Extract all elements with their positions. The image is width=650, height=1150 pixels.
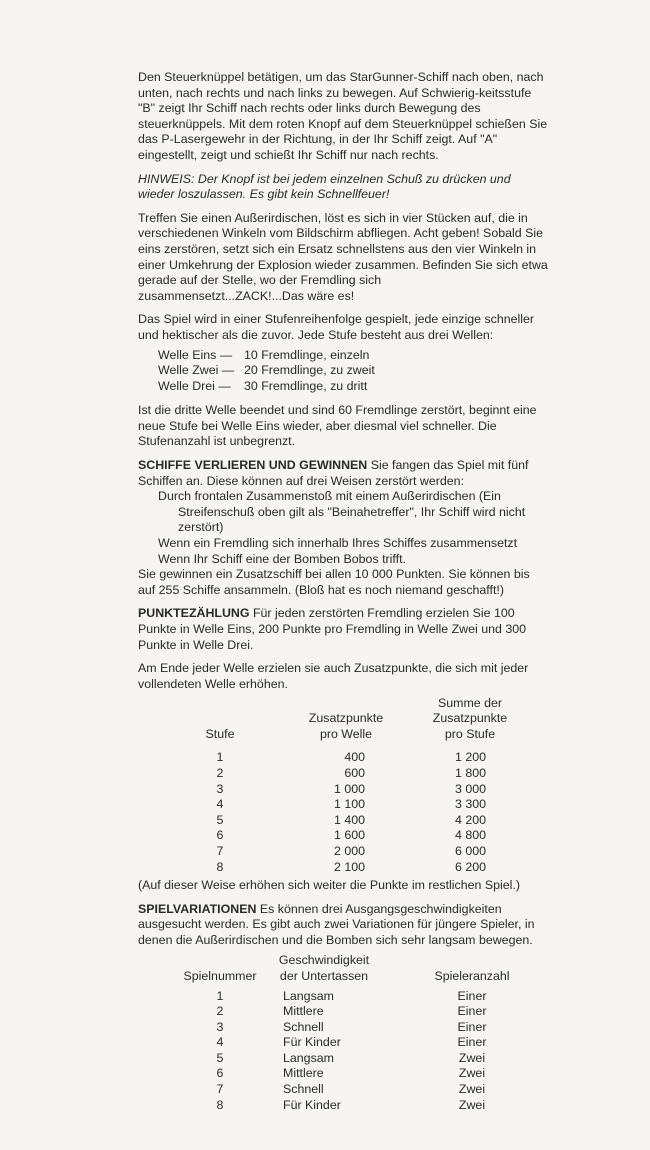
cell-stufe: 4 bbox=[216, 797, 224, 812]
wave-desc: 30 Fremdlinge, zu dritt bbox=[244, 378, 368, 393]
cell-geschwindigkeit: Schnell bbox=[283, 1019, 324, 1034]
cell-spieleranzahl: Einer bbox=[457, 1004, 487, 1019]
cell-stufe: 1 bbox=[216, 750, 224, 765]
cell-summe: 4 200 bbox=[454, 812, 486, 827]
points-table-row bbox=[138, 782, 550, 798]
header-zusatz-1: Zusatzpunkte bbox=[308, 711, 384, 726]
wave-name: Welle Eins — bbox=[158, 347, 233, 362]
points-table-row bbox=[138, 860, 550, 876]
cell-zusatzpunkte: 1 600 bbox=[333, 828, 365, 843]
cell-summe: 3 300 bbox=[454, 797, 486, 812]
points-table-row bbox=[138, 813, 550, 829]
levels-paragraph: Das Spiel wird in einer Stufenreihenfolge gespielt, jede einzige schneller und hektischer als die zuvor. Jede Stufe besteht aus drei Wellen: bbox=[138, 312, 535, 342]
wave-name: Welle Drei — bbox=[158, 378, 231, 393]
cell-zusatzpunkte: 600 bbox=[344, 765, 365, 780]
points-heading: PUNKTEZÄHLUNG bbox=[138, 606, 250, 621]
cell-spielnummer: 4 bbox=[216, 1035, 224, 1050]
bonus-paragraph: Am Ende jeder Welle erzielen sie auch Zusatzpunkte, die sich mit jeder vollendeten Welle erhöhen. bbox=[138, 661, 529, 691]
header-geschw-2: der Untertassen bbox=[279, 968, 369, 983]
wave-name: Welle Zwei — bbox=[158, 363, 235, 378]
wave-desc: 10 Fremdlinge, einzeln bbox=[244, 347, 370, 362]
cell-geschwindigkeit: Langsam bbox=[283, 988, 334, 1003]
header-summe-1: Summe der bbox=[437, 696, 503, 711]
cell-spielnummer: 5 bbox=[216, 1050, 224, 1065]
cell-spieleranzahl: Einer bbox=[457, 1035, 487, 1050]
points-table bbox=[138, 696, 550, 875]
ships-bonus: Sie gewinnen ein Zusatzschiff bei allen 10 000 Punkten. Sie können bis auf 255 Schiffe ansammeln. (Bloß hat es noch niemand geschafft!) bbox=[138, 567, 530, 597]
header-spielnummer: Spielnummer bbox=[183, 968, 257, 983]
cell-stufe: 3 bbox=[216, 781, 224, 796]
cell-geschwindigkeit: Mittlere bbox=[283, 1066, 324, 1081]
cell-spieleranzahl: Einer bbox=[457, 1019, 487, 1034]
cell-zusatzpunkte: 1 000 bbox=[333, 781, 365, 796]
variations-table-row bbox=[138, 1082, 550, 1098]
wave-desc: 20 Fremdlinge, zu zweit bbox=[244, 363, 375, 378]
cell-summe: 4 800 bbox=[454, 828, 486, 843]
variations-table-row bbox=[138, 1066, 550, 1082]
cell-spieleranzahl: Zwei bbox=[458, 1082, 486, 1097]
variations-table-header bbox=[138, 953, 550, 985]
header-summe-2: Zusatzpunkte bbox=[432, 711, 508, 726]
ships-item-collision: Durch frontalen Zusammenstoß mit einem Außerirdischen (Ein Streifenschuß oben gilt als "Beinahetreffer", Ihr Schiff wird nicht zerstört) bbox=[158, 489, 526, 535]
variations-table-row bbox=[138, 1035, 550, 1051]
cell-spielnummer: 7 bbox=[216, 1082, 224, 1097]
variations-table-row bbox=[138, 989, 550, 1005]
waves-list bbox=[158, 348, 550, 395]
cell-stufe: 2 bbox=[216, 765, 224, 780]
intro-paragraph: Den Steuerknüppel betätigen, um das StarGunner-Schiff nach oben, nach unten, nach rechts und nach links zu bewegen. Auf Schwierig-keitsstufe "B" zeigt Ihr Schiff nach rechts oder links durch Bewegung des steuerknüppels. Mit dem roten Knopf auf dem Steuerknüppel schießen Sie das P-Lasergewehr in der Richtung, in der Ihr Schiff zeigt. Auf "A" eingestellt, zeigt und schießt Ihr Schiff nur nach rechts. bbox=[138, 70, 548, 162]
cell-stufe: 8 bbox=[216, 859, 224, 874]
header-zusatz-2: pro Welle bbox=[319, 727, 373, 742]
points-text: Für jeden zerstörten Fremdling erzielen Sie 100 Punkte in Welle Eins, 200 Punkte pro Fremdling in Welle Zwei und 300 Punkte in Welle Drei. bbox=[138, 606, 526, 652]
variations-table bbox=[138, 953, 550, 1114]
variations-table-row bbox=[138, 1051, 550, 1067]
points-table-row bbox=[138, 844, 550, 860]
cell-geschwindigkeit: Langsam bbox=[283, 1050, 334, 1065]
ships-intro bbox=[138, 458, 550, 489]
alien-paragraph: Treffen Sie einen Außerirdischen, löst es sich in vier Stücken auf, die in verschiedenen Winkeln vom Bildschirm abfliegen. Acht geben! Sobald Sie eins zerstören, setzt sich ein Ersatz schnellstens aus den vier Winkeln in einer Umkehrung der Explosion wieder zusammen. Befinden Sie sich etwa gerade auf der Stelle, wo der Fremdling sich zusammensetzt...ZACK!...Das wäre es! bbox=[138, 210, 548, 303]
header-spieleranzahl: Spieleranzahl bbox=[434, 968, 510, 983]
table-note: (Auf dieser Weise erhöhen sich weiter die Punkte im restlichen Spiel.) bbox=[138, 878, 520, 893]
new-level-paragraph: Ist die dritte Welle beendet und sind 60 Fremdlinge zerstört, beginnt eine neue Stufe bei Welle Eins wieder, aber diesmal viel schneller. Die Stufenanzahl ist unbegrenzt. bbox=[138, 403, 537, 449]
ships-text: Sie fangen das Spiel mit fünf Schiffen an. Diese können auf drei Weisen zerstört werden: bbox=[138, 458, 529, 488]
cell-spielnummer: 8 bbox=[216, 1097, 224, 1112]
ships-section bbox=[138, 458, 550, 598]
cell-spielnummer: 1 bbox=[216, 988, 224, 1003]
variations-table-row bbox=[138, 1020, 550, 1036]
variations-heading: SPIELVARIATIONEN bbox=[138, 901, 257, 916]
cell-spieleranzahl: Zwei bbox=[458, 1050, 486, 1065]
ships-heading: SCHIFFE VERLIEREN UND GEWINNEN bbox=[138, 458, 368, 473]
header-stufe: Stufe bbox=[205, 727, 235, 742]
ships-item-bomb: Wenn Ihr Schiff eine der Bomben Bobos trifft. bbox=[158, 551, 406, 566]
cell-spieleranzahl: Zwei bbox=[458, 1066, 486, 1081]
wave-item bbox=[158, 348, 550, 364]
variations-table-body bbox=[138, 989, 550, 1114]
points-table-row bbox=[138, 750, 550, 766]
variations-table-row bbox=[138, 1004, 550, 1020]
cell-spielnummer: 6 bbox=[216, 1066, 224, 1081]
ships-item-assemble: Wenn ein Fremdling sich innerhalb Ihres Schiffes zusammensetzt bbox=[158, 536, 518, 551]
points-table-row bbox=[138, 766, 550, 782]
points-paragraph bbox=[138, 606, 550, 653]
wave-item bbox=[158, 363, 550, 379]
cell-zusatzpunkte: 1 100 bbox=[333, 797, 365, 812]
wave-item bbox=[158, 379, 550, 395]
variations-paragraph bbox=[138, 902, 550, 949]
cell-zusatzpunkte: 2 100 bbox=[333, 859, 365, 874]
cell-stufe: 6 bbox=[216, 828, 224, 843]
variations-text: Es können drei Ausgangsgeschwindigkeiten ausgesucht werden. Es gibt auch zwei Variationen für jüngere Spieler, in denen die Außerirdischen und die Bomben sich sehr langsam bewegen. bbox=[138, 901, 535, 947]
hinweis-paragraph: HINWEIS: Der Knopf ist bei jedem einzelnen Schuß zu drücken und wieder loszulassen. Es gibt kein Schnellfeuer! bbox=[138, 171, 511, 202]
cell-stufe: 7 bbox=[216, 843, 224, 858]
points-table-header bbox=[138, 696, 550, 744]
cell-summe: 1 800 bbox=[454, 765, 486, 780]
points-table-row bbox=[138, 828, 550, 844]
cell-zusatzpunkte: 2 000 bbox=[333, 843, 365, 858]
points-table-row bbox=[138, 797, 550, 813]
cell-geschwindigkeit: Für Kinder bbox=[283, 1035, 341, 1050]
cell-zusatzpunkte: 400 bbox=[344, 750, 365, 765]
cell-summe: 3 000 bbox=[454, 781, 486, 796]
cell-spieleranzahl: Zwei bbox=[458, 1097, 486, 1112]
cell-geschwindigkeit: Mittlere bbox=[283, 1004, 324, 1019]
cell-spielnummer: 3 bbox=[216, 1019, 224, 1034]
cell-summe: 1 200 bbox=[454, 750, 486, 765]
cell-summe: 6 200 bbox=[454, 859, 486, 874]
points-table-body bbox=[138, 750, 550, 875]
header-geschw-1: Geschwindigkeit bbox=[278, 952, 370, 967]
cell-geschwindigkeit: Für Kinder bbox=[283, 1097, 341, 1112]
cell-zusatzpunkte: 1 400 bbox=[333, 812, 365, 827]
variations-table-row bbox=[138, 1098, 550, 1114]
cell-geschwindigkeit: Schnell bbox=[283, 1082, 324, 1097]
cell-spieleranzahl: Einer bbox=[457, 988, 487, 1003]
cell-summe: 6 000 bbox=[454, 843, 486, 858]
cell-stufe: 5 bbox=[216, 812, 224, 827]
cell-spielnummer: 2 bbox=[216, 1004, 224, 1019]
header-summe-3: pro Stufe bbox=[444, 727, 496, 742]
